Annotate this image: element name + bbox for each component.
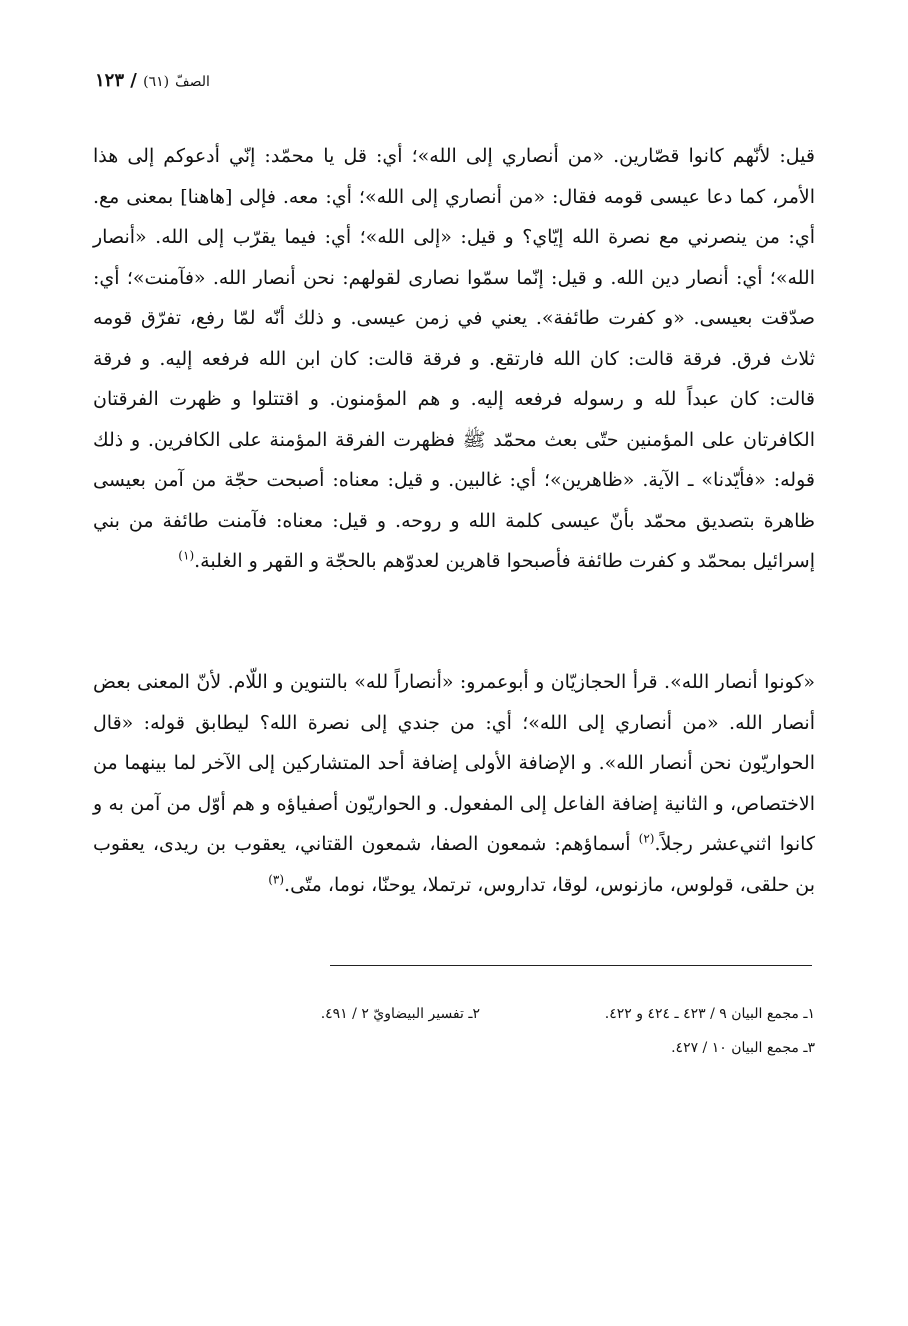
footnote-ref-1: (١) [178, 548, 195, 563]
header-separator: / [130, 70, 137, 91]
surah-name: الصفّ [175, 74, 210, 90]
footnote-2: ٢ـ تفسير البيضاويّ ٢ / ٤٩١. [320, 1006, 480, 1022]
paragraph-1-text: قيل: لأنّهم كانوا قصّارين. «من أنصاري إلى الله»؛ أي: قل يا محمّد: إنّي أدعوكم إلى هذا الأمر، كما دعا عيسى قومه فقال: «من أنصاري إلى الله»؛ أي: معه. فإلى [هاهنا] بمعنى مع. أي: من ينصرني مع نصرة الله إيّاي؟ و قيل: «إلى الله»؛ أي: فيما يقرّب إلى الله. «أنصار الله»؛ أي: أنصار دين الله. و قيل: إنّما سمّوا نصارى لقولهم: نحن أنصار الله. «فآمنت»؛ أي: صدّقت بعيسى. «و كفرت طائفة». يعني في زمن عيسى. و ذلك أنّه لمّا رفع، تفرّق قومه ثلاث فرق. فرقة قالت: كان الله فارتقع. و فرقة قالت: كان ابن الله فرفعه إليه. و فرقة قالت: كان عبداً لله و رسوله فرفعه إليه. و هم المؤمنون. و اقتتلوا و ظهرت الفرقتان الكافرتان على المؤمنين حتّى بعث محمّد ﷺ فظهرت الفرقة المؤمنة على الكافرين. و ذلك قوله: «فأيّدنا» ـ الآية. «ظاهرين»؛ أي: غالبين. و قيل: معناه: أصبحت حجّة من آمن بعيسى ظاهرة بتصديق محمّد بأنّ عيسى كلمة الله و روحه. و قيل: معناه: فآمنت طائفة من بني إسرائيل بمحمّد و كفرت طائفة فأصبحوا قاهرين لعدوّهم بالحجّة و القهر و الغلبة. [93, 145, 816, 572]
running-head [95, 70, 210, 91]
paragraph-2-text-b: أسماؤهم: شمعون الصفا، شمعون القتاني، يعقوب بن ريدى، يعقوب بن حلقى، قولوس، مازنوس، لوقا، تداروس، ترتملا، يوحنّا، نوما، متّى. [93, 833, 815, 896]
footnote-1: ١ـ مجمع البيان ٩ / ٤٢٣ ـ ٤٢٤ و ٤٢٢. [604, 1006, 815, 1022]
footnote-divider [330, 965, 812, 966]
paragraph-1 [93, 136, 815, 582]
page-number: ١٢٣ [95, 70, 125, 91]
footnote-ref-2: (٢) [638, 831, 655, 846]
surah-number: (٦١) [143, 74, 170, 90]
footnote-ref-3: (٣) [268, 872, 285, 887]
paragraph-2-text-a: «كونوا أنصار الله». قرأ الحجازيّان و أبوعمرو: «أنصاراً لله» بالتنوين و اللّام. لأنّ المعنى بعض أنصار الله. «من أنصاري إلى الله»؛ أي: من جندي إلى نصرة الله؟ ليطابق قوله: «قال الحواريّون نحن أنصار الله». و الإضافة الأولى إضافة أحد المتشاركين إلى الآخر لما بينهما من الاختصاص، و الثانية إضافة الفاعل إلى المفعول. و الحواريّون أصفياؤه و هم أوّل من آمن به و كانوا اثني‌عشر رجلاً. [93, 671, 815, 855]
paragraph-2 [93, 662, 815, 905]
footnote-3: ٣ـ مجمع البيان ١٠ / ٤٢٧. [671, 1040, 815, 1056]
